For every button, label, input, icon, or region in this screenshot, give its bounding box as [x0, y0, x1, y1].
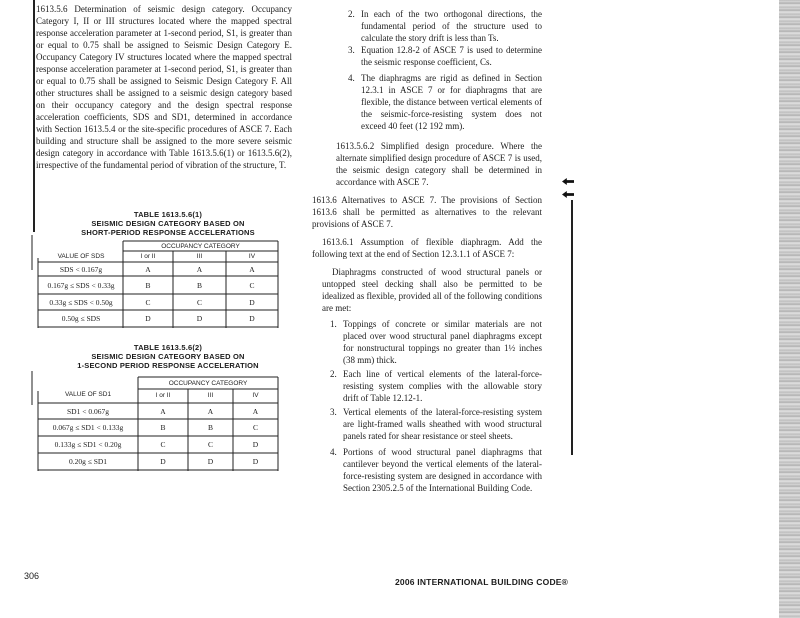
table1-category-cell: C: [196, 298, 202, 307]
table2-value-header: VALUE OF SD1: [64, 391, 112, 398]
page-number: 306: [24, 571, 40, 581]
table1-category-cell: D: [196, 314, 203, 323]
table2-category-cell: A: [207, 407, 214, 416]
table2-category-cell: C: [207, 440, 213, 449]
table1-value-cell: 0.167g ≤ SDS < 0.33g: [47, 281, 115, 290]
revision-bar: [571, 200, 573, 455]
list-item-text: In each of the two orthogonal directions, the fundamental period of the structure used to calculate the story drift is less than Ts.: [361, 9, 542, 43]
list-item-text: Vertical elements of the lateral-force-resisting system are light-framed walls sheathed with wood structural panels rated for shear resistance or steel sheets.: [343, 407, 542, 441]
list-item: [348, 8, 542, 44]
table2-value-cell: SD1 < 0.067g: [67, 407, 109, 416]
section-1613-5-6-2: 1613.5.6.2 Simplified design procedure. Where the alternate simplified design procedure of ASCE 7 is used, the seismic design category shall be determined in accordance with ASCE 7.: [336, 141, 542, 187]
list-item: [348, 72, 542, 144]
table2-title-3: 1-SECOND PERIOD RESPONSE ACCELERATION: [77, 361, 259, 370]
table-1613-5-6-1: [28, 210, 288, 340]
diaphragms-paragraph: Diaphragms constructed of wood structural panels or untopped steel decking shall also be permitted to be idealized as flexible, provided all of the following conditions are met:: [322, 267, 542, 313]
table2-title-1: TABLE 1613.5.6(2): [133, 343, 203, 352]
list-item: [330, 318, 542, 366]
table1-category-cell: A: [145, 265, 151, 274]
table1-title-2: SEISMIC DESIGN CATEGORY BASED ON: [91, 219, 245, 228]
table2-category-cell: D: [252, 457, 259, 466]
list-item-number: 4.: [348, 73, 355, 83]
list-item-number: 3.: [330, 407, 337, 417]
table2-category-cell: B: [160, 423, 166, 432]
table2-category-cell: C: [160, 440, 166, 449]
table1-value-cell: 0.50g ≤ SDS: [61, 314, 101, 323]
revision-arrow: [562, 191, 574, 198]
section-1613-6: 1613.6 Alternatives to ASCE 7. The provisions of Section 1613.6 shall be permitted as alternatives to the relevant provisions of ASCE 7.: [312, 195, 542, 229]
table1-value-header: VALUE OF SDS: [57, 253, 105, 260]
table1-category-cell: D: [249, 298, 255, 307]
table2-title-2: SEISMIC DESIGN CATEGORY BASED ON: [91, 352, 245, 361]
list-item-number: 4.: [330, 447, 337, 457]
table2-category-cell: D: [252, 440, 259, 449]
table1-category-cell: D: [249, 314, 255, 323]
table2-category-cell: A: [160, 407, 166, 416]
table2-col-header: I or II: [155, 392, 171, 399]
table2-value-cell: 0.067g ≤ SD1 < 0.133g: [52, 423, 124, 432]
table1-col-header: IV: [248, 253, 256, 260]
table1-occupancy-header: OCCUPANCY CATEGORY: [161, 243, 240, 250]
revision-arrow: [562, 178, 574, 185]
list-item: [330, 368, 542, 404]
section-1613-5-6-text: 1613.5.6 Determination of seismic design category. Occupancy Category I, II or III structures located where the mapped spectral response acceleration parameter at 1-second period, S1, is greater than or equal to 0.75 shall be assigned to Seismic Design Category E. Occupancy Category IV structures located where the mapped spectral response acceleration parameter at 1-second period, S1, is greater than or equal to 0.75 shall be assigned to Seismic Design Category F. All other structures shall be assigned to a seismic design category based on their occupancy category and the design spectral response acceleration coefficients, SDS and SD1, determined in accordance with Section 1613.5.4 or the site-specific procedures of ASCE 7. Each building and structure shall be assigned to the more severe seismic design category in accordance with Table 1613.5.6(1) or 1613.5.6(2), irrespective of the fundamental period of vibration of the structure, T.: [36, 4, 292, 170]
table2-value-cell: 0.133g ≤ SD1 < 0.20g: [54, 440, 122, 449]
table1-category-cell: C: [249, 281, 255, 290]
table-1613-5-6-2: [28, 343, 288, 473]
list-item-text: Toppings of concrete or similar materials are not placed over wood structural panel diaphragms except for nonstructural toppings no greater than 1½ inches (38 mm) thick.: [343, 319, 542, 365]
table1-category-cell: C: [145, 298, 151, 307]
right-items-bottom: [330, 318, 542, 518]
table2-category-cell: A: [252, 407, 259, 416]
list-item: [348, 44, 542, 68]
list-item-number: 1.: [330, 319, 337, 329]
list-item-text: The diaphragms are rigid as defined in Section 12.3.1 in ASCE 7 or for diaphragms that are flexible, the distance between vertical elements of the seismic-force-resisting system does not exceed 40 feet (12 192 mm).: [361, 73, 542, 131]
table1-category-cell: A: [196, 265, 203, 274]
table2-category-cell: D: [160, 457, 166, 466]
table1-col-header: I or II: [140, 253, 156, 260]
table2-col-header: III: [207, 392, 214, 399]
table1-category-cell: B: [145, 281, 151, 290]
table2-category-cell: B: [207, 423, 213, 432]
table1-category-cell: B: [196, 281, 202, 290]
table2-occupancy-header: OCCUPANCY CATEGORY: [168, 380, 248, 387]
left-margin-bar: [33, 0, 35, 232]
footer-title: 2006 INTERNATIONAL BUILDING CODE®: [395, 577, 569, 587]
list-item: [330, 446, 542, 506]
table2-category-cell: D: [207, 457, 214, 466]
table1-value-cell: SDS < 0.167g: [59, 265, 103, 274]
table2-category-cell: C: [252, 423, 258, 432]
list-item: [330, 406, 542, 442]
table2-value-cell: 0.20g ≤ SD1: [68, 457, 108, 466]
list-item-number: 2.: [348, 9, 355, 19]
table1-category-cell: D: [145, 314, 151, 323]
table2-col-header: IV: [252, 392, 259, 399]
page-edge: [779, 0, 800, 618]
list-item-number: 2.: [330, 369, 337, 379]
table1-col-header: III: [196, 253, 203, 260]
table1-title-1: TABLE 1613.5.6(1): [133, 210, 203, 219]
list-item-text: Equation 12.8-2 of ASCE 7 is used to determine the seismic response coefficient, Cs.: [361, 45, 542, 67]
list-item-number: 3.: [348, 45, 355, 55]
section-1613-6-1: 1613.6.1 Assumption of flexible diaphragm. Add the following text at the end of Section 12.3.1.1 of ASCE 7:: [312, 237, 542, 259]
table1-category-cell: A: [249, 265, 255, 274]
list-item-text: Portions of wood structural panel diaphragms that cantilever beyond the vertical elements of the lateral-force-resisting system are designed in accordance with Section 2305.2.5 of the International Building Code.: [343, 447, 542, 493]
table1-value-cell: 0.33g ≤ SDS < 0.50g: [49, 298, 113, 307]
table1-title-3: SHORT-PERIOD RESPONSE ACCELERATIONS: [81, 228, 255, 237]
list-item-text: Each line of vertical elements of the lateral-force-resisting system complies with the allowable story drift of Table 12.12-1.: [343, 369, 542, 403]
section-1613-5-6: [36, 3, 292, 171]
